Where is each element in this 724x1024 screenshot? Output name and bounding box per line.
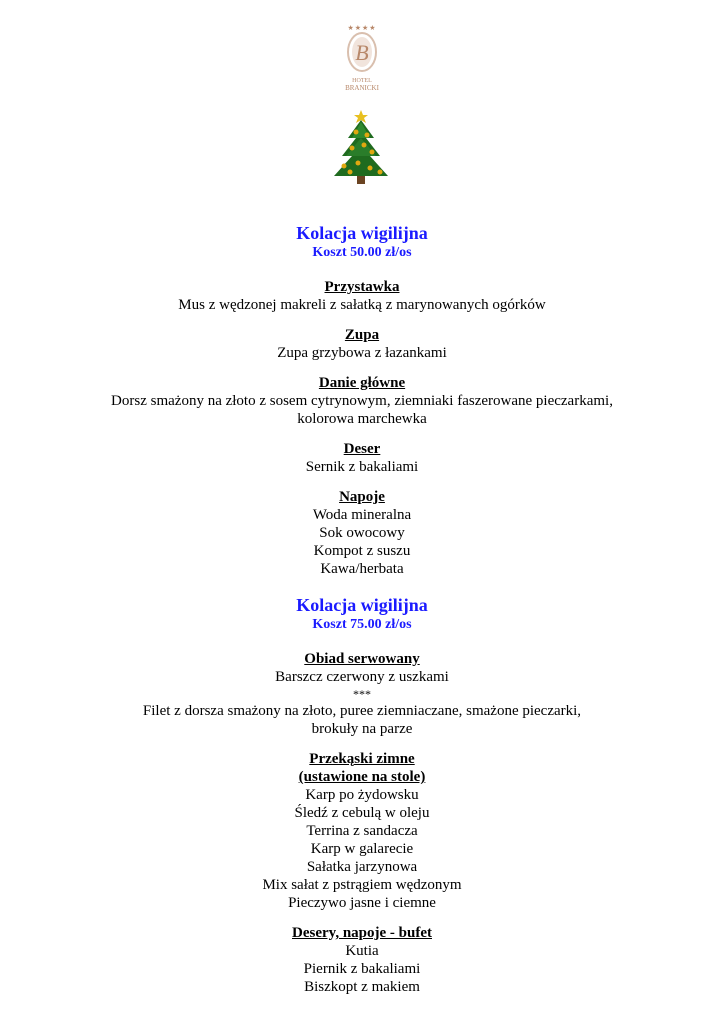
section-heading: Obiad serwowany [304,651,420,667]
section-subheading: (ustawione na stole) [298,769,426,785]
menu-item: Piernik z bakaliami [303,961,421,977]
menu-item: Śledź z cebulą w oleju [294,805,430,821]
section-heading: Zupa [344,327,380,343]
menu-item: Dorsz smażony na złoto z sosem cytrynowym, ziemniaki faszerowane pieczarkami, [111,393,613,409]
section-drinks [0,488,724,578]
section-heading: Napoje [339,489,385,505]
menu-item: Pieczywo jasne i ciemne [288,895,436,911]
menu-item: Mus z wędzonej makreli z sałatką z marynowanych ogórków [178,297,546,313]
logo-line-2: BRANICKI [345,84,379,92]
section-soup [0,326,724,362]
menu-item: Kompot z suszu [313,543,411,559]
menu-separator: *** [353,687,371,701]
menu-block-50 [0,222,724,578]
menu-content [0,222,724,1008]
menu-item: Kawa/herbata [320,561,404,577]
section-dessert [0,440,724,476]
section-served-dinner [0,650,724,738]
menu-item: Sok owocowy [319,525,405,541]
logo-stars: ★★★★ [347,24,377,32]
logo-line-1: HOTEL [352,78,372,84]
menu-item: Sernik z bakaliami [305,459,419,475]
section-heading: Przekąski zimne [309,751,415,767]
section-main-course [0,374,724,428]
menu-title: Kolacja wigilijna [296,595,428,615]
section-heading: Deser [343,441,381,457]
section-appetizer [0,278,724,314]
menu-item: brokuły na parze [311,721,413,737]
menu-item: kolorowa marchewka [297,411,427,427]
menu-item: Woda mineralna [312,507,412,523]
menu-item: Karp w galarecie [310,841,414,857]
menu-item: Terrina z sandacza [306,823,418,839]
menu-item: Barszcz czerwony z uszkami [275,669,449,685]
menu-cost: Koszt 75.00 zł/os [312,617,412,632]
menu-item: Mix sałat z pstrągiem wędzonym [262,877,462,893]
hotel-branicki-logo [332,22,392,94]
logo-monogram: B [355,40,369,65]
menu-item: Kutia [345,943,379,959]
menu-cost: Koszt 50.00 zł/os [312,245,412,260]
menu-block-75 [0,594,724,996]
menu-item: Sałatka jarzynowa [306,859,418,875]
section-desserts-buffet [0,924,724,996]
menu-item: Karp po żydowsku [305,787,419,803]
christmas-tree-icon [326,108,396,188]
section-cold-appetizers [0,750,724,912]
menu-title: Kolacja wigilijna [296,223,428,243]
section-heading: Przystawka [324,279,400,295]
section-heading: Danie główne [318,375,406,391]
section-heading: Desery, napoje - bufet [292,925,432,941]
menu-item: Filet z dorsza smażony na złoto, puree ziemniaczane, smażone pieczarki, [142,703,582,719]
menu-item: Zupa grzybowa z łazankami [277,345,447,361]
menu-item: Biszkopt z makiem [304,979,420,995]
